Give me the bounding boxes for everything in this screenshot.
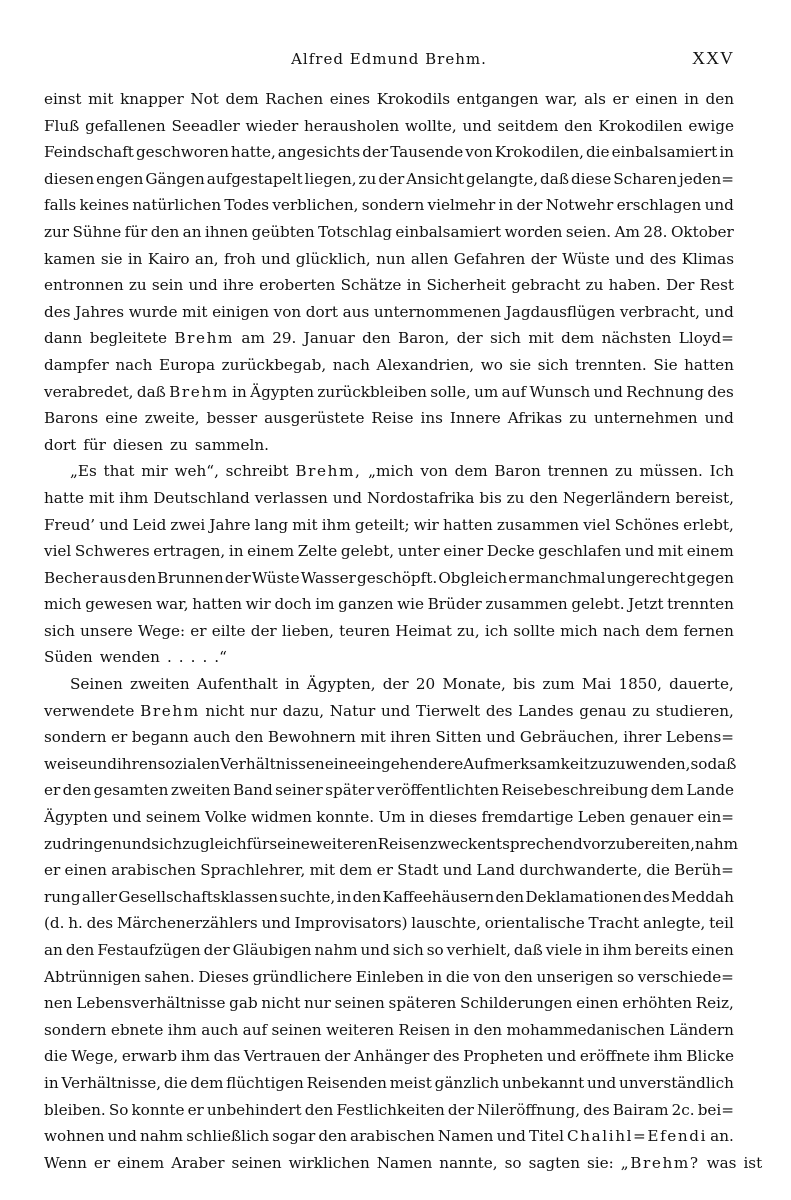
text-line: bleiben. So konnte er unbehindert den Festlichkeiten der Nileröffnung, des Bairam 2c. bei=: [44, 1100, 734, 1119]
text-line: sich unsere Wege: er eilte der lieben, teuren Heimat zu, ich sollte mich nach dem fernen: [44, 621, 734, 640]
text-line: wohnen und nahm schließlich sogar den arabischen Namen und Titel Chalihl=Efendi an.: [44, 1127, 734, 1146]
text-line: kamen sie in Kairo an, froh und glücklich, nun allen Gefahren der Wüste und des Klimas: [44, 249, 734, 268]
text-line: in Verhältnisse, die dem flüchtigen Reisenden meist gänzlich unbekannt und unverständlich: [44, 1073, 734, 1092]
text-line: mich gewesen war, hatten wir doch im ganzen wie Brüder zusammen gelebt. Jetzt trennten: [44, 595, 734, 614]
text-line: zur Sühne für den an ihnen geübten Totschlag einbalsamiert worden seien. Am 28. Oktober: [44, 222, 734, 241]
text-line: verwendete Brehm nicht nur dazu, Natur und Tierwelt des Landes genau zu studieren,: [44, 701, 734, 720]
text-line: rung aller Gesellschaftsklassen suchte, in den Kaffeehäusern den Deklamationen des Meddah: [44, 887, 734, 906]
text-line: einst mit knapper Not dem Rachen eines Krokodils entgangen war, als er einen in den: [44, 90, 734, 108]
text-line: an den Festaufzügen der Gläubigen nahm und sich so verhielt, daß viele in ihm bereits einen: [44, 941, 734, 959]
text-line: Ägypten und seinem Volke widmen konnte. Um in dieses fremdartige Leben genauer ein=: [44, 808, 734, 827]
text-line: sondern ebnete ihm auch auf seinen weiteren Reisen in den mohammedanischen Ländern: [44, 1020, 734, 1039]
paragraph: [44, 671, 763, 1176]
text-line: dann begleitete Brehm am 29. Januar den Baron, der sich mit dem nächsten Lloyd=: [44, 329, 734, 348]
text-line: verabredet, daß Brehm in Ägypten zurückbleiben solle, um auf Wunsch und Rechnung des: [44, 382, 734, 401]
paragraph: [44, 86, 734, 458]
text-line: Feindschaft geschworen hatte, angesichts der Tausende von Krokodilen, die einbalsamiert in: [44, 143, 734, 162]
text-line: Seinen zweiten Aufenthalt in Ägypten, der 20 Monate, bis zum Mai 1850, dauerte,: [70, 675, 734, 694]
text-line: viel Schweres ertragen, in einem Zelte gelebt, unter einer Decke geschlafen und mit einem: [44, 542, 734, 561]
text-line: Fluß gefallenen Seeadler wieder herausholen wollte, und seitdem den Krokodilen ewige: [44, 116, 734, 135]
text-line: Wenn er einem Araber seinen wirklichen Namen nannte, so sagten sie: „Brehm? was ist: [44, 1153, 763, 1172]
text-line: Becher aus den Brunnen der Wüste Wasser geschöpft. Obgleich er manchmal ungerecht gegen: [44, 568, 734, 587]
text-line: nen Lebensverhältnisse gab nicht nur seinen späteren Schilderungen einen erhöhten Reiz,: [44, 994, 734, 1013]
text-line: zudringen und sich zugleich für seine weiteren Reisen zweckentsprechend vorzubereiten, nahm: [44, 834, 739, 853]
running-head: Alfred Edmund Brehm.: [291, 50, 487, 68]
text-line: „Es that mir weh“, schreibt Brehm, „mich von dem Baron trennen zu müssen. Ich: [70, 462, 734, 481]
text-line: des Jahres wurde mit einigen von dort aus unternommenen Jagdausflügen verbracht, und: [44, 302, 734, 321]
text-line: (d. h. des Märchenerzählers und Improvisators) lauschte, orientalische Tracht anlegte, teil: [44, 914, 734, 933]
text-line: er den gesamten zweiten Band seiner später veröffentlichten Reisebeschreibung dem Lande: [44, 781, 734, 800]
text-line: sondern er begann auch den Bewohnern mit ihren Sitten und Gebräuchen, ihrer Lebens=: [44, 728, 734, 747]
page-header: [44, 44, 734, 80]
text-line: weise und ihren sozialen Verhältnissen eine eingehendere Aufmerksamkeit zuzuwenden, so daß: [44, 754, 737, 773]
text-line: diesen engen Gängen aufgestapelt liegen, zu der Ansicht gelangte, daß diese Scharen jeden=: [44, 169, 734, 188]
paragraph: [44, 458, 734, 671]
text-line: Abtrünnigen sahen. Dieses gründlichere Einleben in die von den unserigen so verschiede=: [44, 967, 734, 986]
text-line: Freud’ und Leid zwei Jahre lang mit ihm geteilt; wir hatten zusammen viel Schönes erlebt,: [44, 515, 734, 534]
text-line: dampfer nach Europa zurückbegab, nach Alexandrien, wo sie sich trennten. Sie hatten: [44, 355, 734, 374]
text-line: entronnen zu sein und ihre eroberten Schätze in Sicherheit gebracht zu haben. Der Rest: [44, 276, 734, 295]
text-line: Süden wenden . . . . .“: [44, 648, 227, 667]
text-line: die Wege, erwarb ihm das Vertrauen der Anhänger des Propheten und eröffnete ihm Blicke: [44, 1047, 734, 1066]
page-number: XXV: [692, 48, 734, 68]
body-text: [44, 86, 763, 1176]
text-line: er einen arabischen Sprachlehrer, mit dem er Stadt und Land durchwanderte, die Berüh=: [44, 861, 734, 880]
text-line: falls keines natürlichen Todes verblichen, sondern vielmehr in der Notwehr erschlagen und: [44, 196, 734, 215]
text-line: hatte mit ihm Deutschland verlassen und Nordostafrika bis zu den Negerländern bereist,: [44, 488, 734, 507]
text-line: dort für diesen zu sammeln.: [44, 435, 269, 454]
text-line: Barons eine zweite, besser ausgerüstete Reise ins Innere Afrikas zu unternehmen und: [44, 409, 734, 428]
